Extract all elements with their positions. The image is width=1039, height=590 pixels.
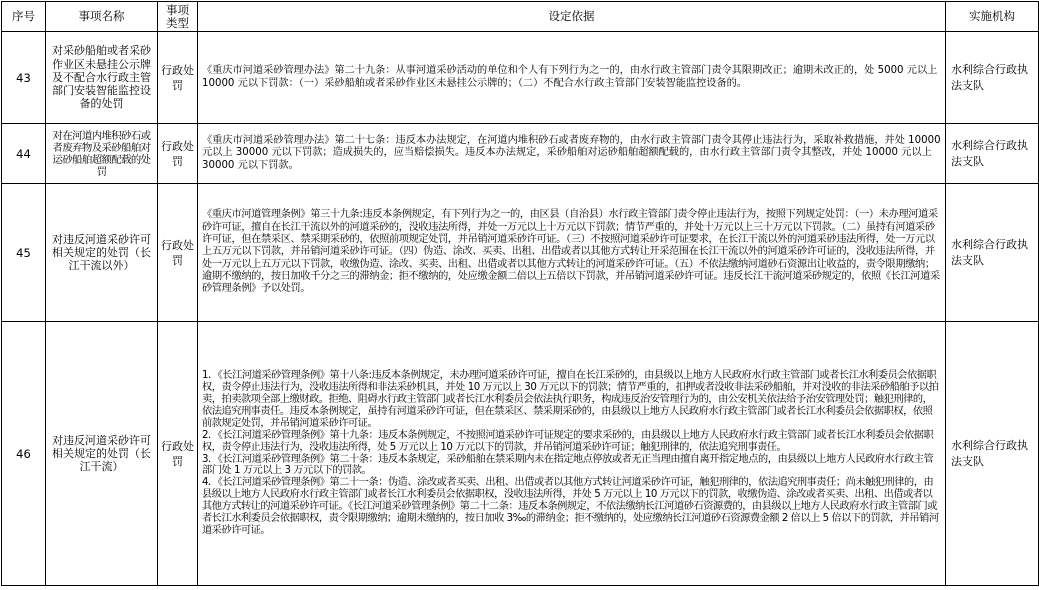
row-agency: 水利综合行政执法支队 [946, 124, 1039, 184]
header-basis: 设定依据 [198, 2, 946, 32]
basis-paragraph: 1．《长江河道采砂管理条例》第十八条:违反本条例规定，未办理河道采砂许可证，擅自在长江采砂的，由县级以上地方人民政府水行政主管部门或者长江水利委员会依据职权，责令停止违法行为，没收违法所得和非法采砂机具，并处 10 万元以上 30 万元以下的罚款；情节严重的，扣押或者没收非法采砂船舶，并对没收的非法采砂船舶予以拍卖，拍卖款项全部上缴财政。拒绝、阻碍水行政主管部门或者长江水利委员会依法执行职务，构成违反治安管理行为的，由公安机关依法给予治安管理处罚；触犯刑律的，依法追究刑事责任。违反本条例规定，虽持有河道采砂许可证，但在禁采区、禁采期采砂的，由县级以上地方人民政府水行政主管部门或者长江水利委员会依据职权，依照前款规定处罚，并吊销河道采砂许可证。 [202, 369, 939, 429]
row-agency: 水利综合行政执法支队 [946, 322, 1039, 586]
row-no: 46 [2, 322, 46, 586]
header-no: 序号 [2, 2, 46, 32]
row-basis [198, 184, 946, 322]
table-row [2, 32, 1039, 124]
basis-paragraph: 3．《长江河道采砂管理条例》第二十条：违反本条规定，采砂船舶在禁采期内未在指定地点停放或者无正当理由擅自离开指定地点的，由县级以上地方人民政府水行政主管部门处 1 万元以上 3 万元以下的罚款。 [202, 453, 934, 477]
row-item-name: 对违反河道采砂许可相关规定的处罚（长江干流） [46, 322, 158, 586]
table-row [2, 184, 1039, 322]
row-agency: 水利综合行政执法支队 [946, 184, 1039, 322]
row-basis [198, 322, 946, 586]
row-item-name: 对采砂船舶或者采砂作业区未悬挂公示牌及不配合水行政主管部门安装智能监控设备的处罚 [46, 32, 158, 124]
basis-paragraph: 《重庆市河道管理条例》第三十九条:违反本条例规定，有下列行为之一的，由区县（自治县）水行政主管部门责令停止违法行为，按照下列规定处罚：（一）未办理河道采砂许可证，擅自在长江干流以外的河道采砂的，没收违法所得，并处一万元以上十万元以下罚款；情节严重的，并处十万元以上三十万元以下罚款。（二）虽持有河道采砂许可证，但在禁采区、禁采期采砂的，依照前项规定处罚，并吊销河道采砂许可证。（三）不按照河道采砂许可证要求，在长江干流以外的河道采砂违法所得，处一万元以上五万元以下罚款，并吊销河道采砂许可证。（四）伪造、涂改、买卖、出租、出借或者以其他方式转让开采范围在长江干流以外的河道采砂许可证的，没收违法所得，并处一万元以上五万元以下罚款，收缴伪造、涂改、买卖、出租、出借或者以其他方式转让的河道采砂许可证。（五）不依法缴纳河道砂石资源出让收益的，责令限期缴纳；逾期不缴纳的，按日加收千分之三的滞纳金；拒不缴纳的，处应缴金额二倍以上五倍以下罚款，并吊销河道采砂许可证。违反长江干流河道采砂规定的，依照《长江河道采砂管理条例》予以处罚。 [202, 209, 940, 295]
basis-paragraph: 4．《长江河道采砂管理条例》第二十一条：伪造、涂改或者买卖、出租、出借或者以其他方式转让河道采砂许可证，触犯刑律的，依法追究刑事责任；尚未触犯刑律的，由县级以上地方人民政府水行政主管部门或者长江水利委员会依据职权，没收违法所得，并处 5 万元以上 10 万元以下的罚款，收缴伪造、涂改或者买卖、出租、出借或者以其他方式转让的河道采砂许可证。《长江河道采砂管理条例》第二十二条：违反本条例规定，不依法缴纳长江河道砂石资源费的，由县级以上地方人民政府水行政主管部门或者长江水利委员会依据职权，责令限期缴纳；逾期未缴纳的，按日加收 3‰的滞纳金；拒不缴纳的，处应缴纳长江河道砂石资源费金额 2 倍以上 5 倍以下的罚款，并吊销河道采砂许可证。 [202, 477, 939, 537]
table-row [2, 322, 1039, 586]
row-basis [198, 32, 946, 124]
header-agency: 实施机构 [946, 2, 1039, 32]
row-basis [198, 124, 946, 184]
row-item-type: 行政处罚 [158, 184, 198, 322]
header-name: 事项名称 [46, 2, 158, 32]
row-item-type: 行政处罚 [158, 124, 198, 184]
row-no: 43 [2, 32, 46, 124]
table-row [2, 124, 1039, 184]
header-row [2, 2, 1039, 32]
basis-paragraph: 《重庆市河道采砂管理办法》第二十九条：从事河道采砂活动的单位和个人有下列行为之一的，由水行政主管部门责令其限期改正；逾期未改正的，处 5000 元以上 10000 元以下罚款：（一）采砂船舶或者采砂作业区未悬挂公示牌的；（二）不配合水行政主管部门安装智能监控设备的。 [202, 65, 941, 89]
regulation-table [1, 1, 1039, 586]
header-type: 事项类型 [158, 2, 198, 32]
basis-paragraph: 2．《长江河道采砂管理条例》第十九条：违反本条例规定，不按照河道采砂许可证规定的要求采砂的，由县级以上地方人民政府水行政主管部门或者长江水利委员会依据职权，责令停止违法行为，没收违法所得，处 5 万元以上 10 万元以下的罚款，并吊销河道采砂许可证；触犯刑律的，依法追究刑事责任。 [202, 429, 934, 453]
row-no: 45 [2, 184, 46, 322]
row-no: 44 [2, 124, 46, 184]
row-item-type: 行政处罚 [158, 322, 198, 586]
basis-paragraph: 《重庆市河道采砂管理办法》第二十七条：违反本办法规定，在河道内堆积砂石或者废弃物的，由水行政主管部门责令其停止违法行为，采取补救措施，并处 10000 元以上 30000 元以下罚款；造成损失的，应当赔偿损失。违反本办法规定，采砂船舶对运砂船舶超额配载的，由水行政主管部门责令其整改，并处 10000 元以上 30000 元以下罚款。 [202, 134, 944, 171]
row-item-name: 对在河道内堆积砂石或者废弃物及采砂船舶对运砂船舶超额配载的处罚 [46, 124, 158, 184]
row-item-name: 对违反河道采砂许可相关规定的处罚（长江干流以外） [46, 184, 158, 322]
row-agency: 水利综合行政执法支队 [946, 32, 1039, 124]
row-item-type: 行政处罚 [158, 32, 198, 124]
